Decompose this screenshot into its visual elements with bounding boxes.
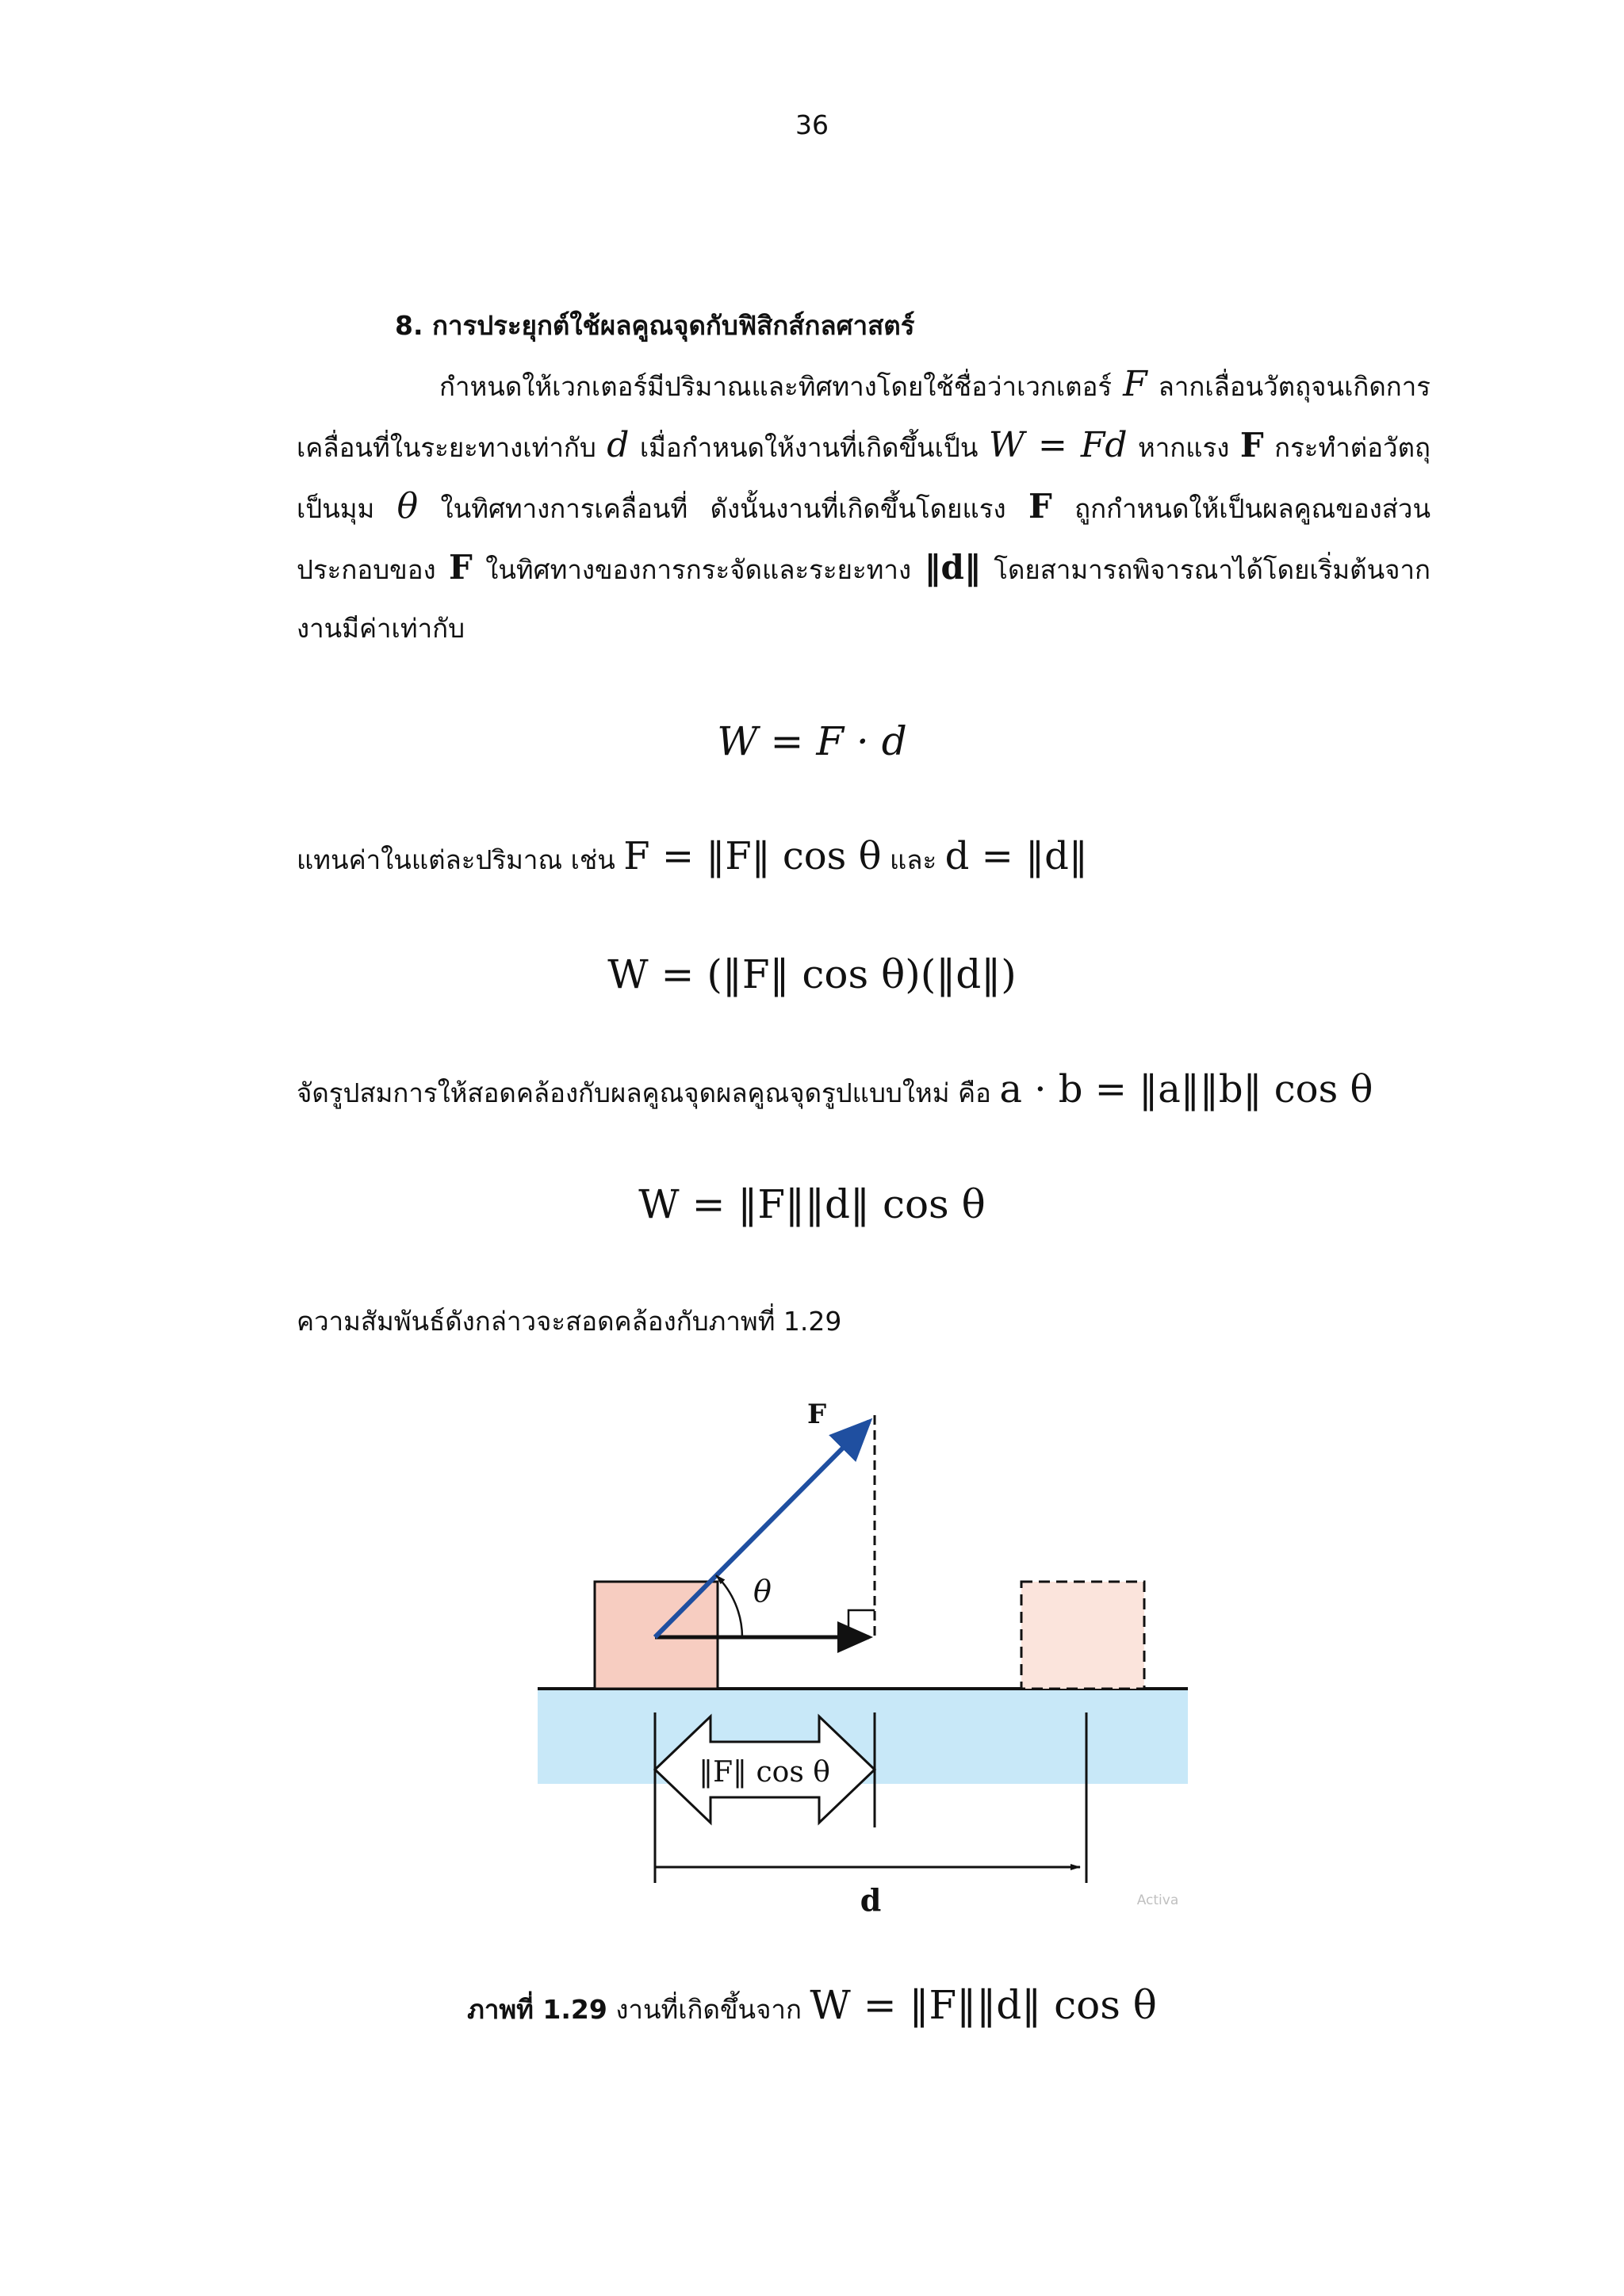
block-final <box>1021 1582 1144 1689</box>
equation-1 <box>0 718 1624 764</box>
substitution-line <box>297 834 1088 881</box>
relation-line: ความสัมพันธ์ดังกล่าวจะสอดคล้องกับภาพที่ 1.29 <box>297 1306 842 1337</box>
rearrange-line <box>297 1067 1373 1114</box>
page-number: 36 <box>795 109 829 140</box>
math-inline: F = ‖F‖ cos θ <box>623 834 882 878</box>
text: กำหนดให้เวกเตอร์มีปริมาณและทิศทางโดยใช้ชื่อว่าเวกเตอร์ <box>439 371 1124 402</box>
force-label: F <box>807 1399 827 1430</box>
text: กระทำต่อวัตถุเป็นมุม <box>297 432 1431 524</box>
figure-caption <box>0 1982 1624 2030</box>
work-diagram <box>538 1399 1196 1923</box>
math-bold: ‖d‖ <box>924 548 981 587</box>
math-inline: a · b = ‖a‖‖b‖ cos θ <box>999 1067 1373 1112</box>
equation-text: W = F · d <box>717 718 907 764</box>
caption-math: W = ‖F‖‖d‖ cos θ <box>810 1982 1157 2028</box>
math-bold: F <box>1239 426 1264 465</box>
text: และ <box>881 844 945 875</box>
text: ในทิศทางการเคลื่อนที่ ดังนั้นงานที่เกิดขึ้นโดยแรง <box>418 493 1028 524</box>
section-heading: 8. การประยุกต์ใช้ผลคูณจุดกับฟิสิกส์กลศาสตร์ <box>395 310 915 341</box>
caption-label: ภาพที่ 1.29 <box>467 1994 607 2025</box>
equation-2 <box>0 951 1624 997</box>
text: แทนค่าในแต่ละปริมาณ เช่น <box>297 844 624 875</box>
math-inline: θ <box>396 486 419 526</box>
math-inline: d = ‖d‖ <box>944 834 1088 878</box>
caption-text: งานที่เกิดขึ้นจาก <box>607 1994 810 2025</box>
math-bold: F <box>449 548 473 587</box>
text: ถูกกำหนดให้เป็นผลคูณของส่วนประกอบของ <box>297 493 1431 585</box>
equation-text: W = ‖F‖‖d‖ cos θ <box>638 1181 986 1227</box>
watermark: Activa <box>1136 1892 1179 1908</box>
equation-3 <box>0 1181 1624 1227</box>
body-paragraph <box>297 355 1431 658</box>
equation-text: W = (‖F‖ cos θ)(‖d‖) <box>607 951 1017 997</box>
math-inline: W = Fd <box>988 425 1128 465</box>
math-inline: F <box>1123 364 1147 404</box>
right-angle-mark <box>848 1610 875 1637</box>
displacement-label: d <box>860 1882 882 1918</box>
component-label: ‖F‖ cos θ <box>699 1756 830 1789</box>
angle-arc <box>716 1575 742 1637</box>
math-bold: F <box>1028 487 1052 526</box>
text: ในทิศทางของการกระจัดและระยะทาง <box>472 554 925 585</box>
text: หากแรง <box>1127 432 1240 463</box>
text: โดยสามารถพิจารณาได้โดยเริ่มต้นจากงานมีค่าเท่ากับ <box>297 554 1431 644</box>
text: เมื่อกำหนดให้งานที่เกิดขึ้นเป็น <box>629 432 989 463</box>
angle-label: θ <box>753 1574 772 1609</box>
text: จัดรูปสมการให้สอดคล้องกับผลคูณจุดผลคูณจุดรูปแบบใหม่ คือ <box>297 1077 1000 1108</box>
text: ลากเลื่อนวัตถุจนเกิดการเคลื่อนที่ในระยะทางเท่ากับ <box>297 371 1431 463</box>
math-inline: d <box>607 425 630 465</box>
